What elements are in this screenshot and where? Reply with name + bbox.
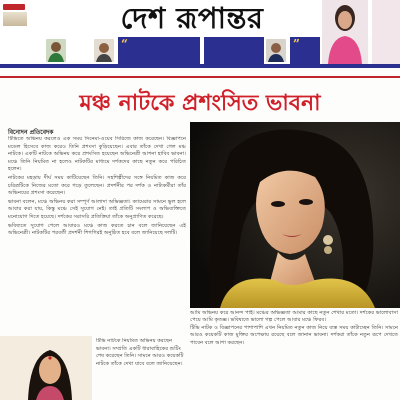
article-column-2 — [190, 310, 398, 400]
teaser-2[interactable] — [118, 37, 200, 64]
section-rule — [0, 76, 400, 78]
paragraph: নাটকের মহড়ায় দীর্ঘ সময় কাটিয়েছেন তিনি। সহশিল্পীদের সঙ্গে নিয়মিত কাজ করে চরিত্রটিকে নিজের মতো করে গড়ে তুলেছেন। প্রদর্শনীর পর দর্শক ও নাট্যকর্মীরা তাঁর অভিনয়ের প্রশংসা করেছেন। — [8, 174, 186, 197]
paragraph: ভবিষ্যতে সুযোগ পেলে আবারও মঞ্চে কাজ করতে চান বলে জানিয়েছেন এই অভিনেত্রী। নাটকটির পরবর্তী প্রদর্শনী শিগগিরই অনুষ্ঠিত হবে বলে জানিয়েছে দলটি। — [8, 222, 186, 237]
quote-icon: “ — [121, 37, 128, 51]
ad-image — [3, 12, 27, 26]
inset-text — [96, 338, 186, 400]
masthead-person-photo — [322, 0, 368, 64]
teaser-photo-1 — [46, 39, 66, 62]
paragraph: টিভিতে অভিনয় করলেও এক সময় সিনেমা-ওয়েব সিরিজে কাজ করেছেন। বিজ্ঞাপনে মডেল হিসেবে কাজ করেও তিনি প্রশংসা কুড়িয়েছেন। এবার তাঁকে দেখা গেল মঞ্চ নাটকে। একটি নাটকে অভিনয় করে প্রশংসিত হয়েছেন অভিনেত্রী আশনা হাবিব ভাবনা। মঞ্চে তিনি নিয়মিত না হলেও নাটকটির মাধ্যমে দর্শকদের কাছে নতুন করে পরিচিত হলেন। — [8, 136, 186, 173]
paragraph: টিভি নাটকে নিয়মিত অভিনয় করছেন ভাবনা। সম্প্রতি একটি ধারাবাহিকের শুটিং শেষ করেছেন তিনি। সামনে আরও কয়েকটি নাটকে তাঁকে দেখা যাবে বলে জানিয়েছেন। — [96, 338, 184, 367]
teaser-3[interactable] — [204, 37, 264, 64]
quote-icon-2: ” — [293, 37, 300, 51]
teaser-photo-3 — [266, 39, 286, 62]
inset-photo — [0, 336, 92, 400]
masthead-rule — [0, 64, 400, 68]
mini-logo-icon — [3, 4, 25, 10]
teaser-photo-2 — [94, 39, 114, 62]
masthead-title: দেশ রূপান্তর — [120, 1, 264, 35]
teaser-1[interactable] — [8, 37, 46, 64]
teaser-4[interactable] — [290, 37, 320, 64]
paragraph: ভাবনা বলেন, মঞ্চে অভিনয় করা সম্পূর্ণ আলাদা অভিজ্ঞতা। ক্যামেরার সামনে ভুল হলে আবার করা যায়, কিন্তু মঞ্চে সেই সুযোগ নেই। তাই প্রতিটি সংলাপ ও অভিব্যক্তিতে মনোযোগ দিতে হয়েছে। দর্শকের সরাসরি প্রতিক্রিয়া তাঁকে অনুপ্রাণিত করেছে। — [8, 198, 186, 220]
paragraph: টিভি নাটক ও বিজ্ঞাপনের পাশাপাশি এখন নিয়মিত নতুন কাজ নিয়ে ব্যস্ত সময় কাটাচ্ছেন তিনি। সামনে আরও কয়েকটি কাজ মুক্তির অপেক্ষায় রয়েছে বলে জানান ভাবনা। দর্শকরা তাঁকে নতুন রূপে দেখতে পাবেন বলে আশা করছেন। — [190, 324, 398, 346]
main-photo — [190, 122, 400, 308]
paragraph: আমি অভিনয় করে আনন্দ পাই। মঞ্চের অভিজ্ঞতা আমার কাছে নতুন শেখার মতো। দর্শকের ভালোবাসা পেয়ে আমি কৃতজ্ঞ। ভবিষ্যতে ভালো গল্প পেলে আবার মঞ্চে ফিরব। — [190, 310, 398, 324]
article-column-1 — [8, 136, 186, 336]
main-headline: মঞ্চ নাটকে প্রশংসিত ভাবনা — [79, 91, 321, 116]
masthead-left-block — [3, 4, 29, 26]
teaser-bar — [0, 37, 320, 64]
masthead-right-strip — [372, 0, 400, 64]
byline: বিনোদন প্রতিবেদক — [8, 129, 54, 136]
